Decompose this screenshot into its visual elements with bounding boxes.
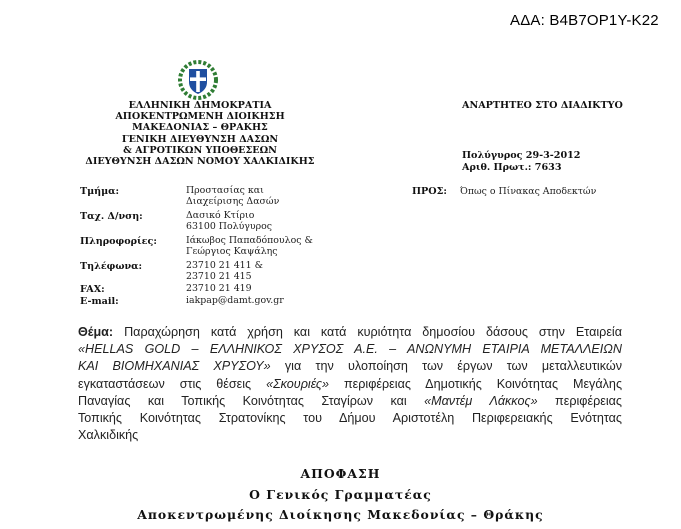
contact-persons-value: Ιάκωβος Παπαδόπουλος & Γεώργιος Καψάλης	[186, 235, 313, 257]
subject-line: Χαλκιδικής	[78, 428, 139, 443]
phone-label: Τηλέφωνα:	[80, 261, 143, 272]
email-label: E-mail:	[80, 296, 119, 307]
header-line: ΑΠΟΚΕΝΤΡΩΜΕΝΗ ΔΙΟΙΚΗΣΗ	[115, 111, 285, 123]
document-date: Πολύγυρος 29-3-2012	[462, 150, 581, 161]
greek-emblem-icon	[178, 60, 218, 100]
date-protocol	[462, 150, 580, 174]
decision-authority: Αποκεντρωμένης Διοίκησης Μακεδονίας – Θράκης	[137, 507, 544, 522]
fax-value: 23710 21 419	[186, 283, 252, 294]
issuer-header	[80, 100, 320, 167]
recipient-value: Όπως ο Πίνακας Αποδεκτών	[460, 186, 597, 197]
phone-value: 23710 21 411 & 23710 21 415	[186, 260, 263, 282]
subject-line: εγκαταστάσεων στις θέσεις «Σκουριές» περιφέρειας Δημοτικής Κοινότητας Μεγάλης	[78, 376, 623, 391]
email-value: iakpap@damt.gov.gr	[186, 295, 284, 306]
subject-label: Θέμα:	[78, 325, 114, 339]
subject-line: Θέμα: Παραχώρηση κατά χρήση και κατά κυριότητα δημοσίου δάσους στην Εταιρεία	[78, 325, 623, 339]
decision-issuer: Ο Γενικός Γραμματέας	[249, 487, 432, 502]
address-label: Ταχ. Δ/νση:	[80, 211, 143, 222]
decision-title: ΑΠΟΦΑΣΗ	[300, 466, 381, 481]
protocol-number: Αριθ. Πρωτ.: 7633	[462, 162, 562, 173]
header-line: ΜΑΚΕΔΟΝΙΑΣ – ΘΡΑΚΗΣ	[132, 122, 268, 134]
header-line: ΕΛΛΗΝΙΚΗ ΔΗΜΟΚΡΑΤΙΑ	[128, 100, 272, 111]
fax-label: FAX:	[80, 284, 105, 295]
subject-paragraph	[78, 324, 622, 444]
header-line: & ΑΓΡΟΤΙΚΩΝ ΥΠΟΘΕΣΕΩΝ	[123, 144, 277, 156]
address-value: Δασικό Κτίριο 63100 Πολύγυρος	[186, 210, 272, 232]
subject-line: Παναγίας και Τοπικής Κοινότητας Σταγίρων και «Μαντέμ Λάκκος» περιφέρειας	[78, 393, 622, 408]
header-line: ΓΕΝΙΚΗ ΔΙΕΥΘΥΝΣΗ ΔΑΣΩΝ	[121, 133, 279, 145]
department-label: Τμήμα:	[80, 186, 120, 197]
department-value: Προστασίας και Διαχείρισης Δασών	[186, 185, 280, 207]
subject-line: ΚΑΙ ΒΙΟΜΗΧΑΝΙΑΣ ΧΡΥΣΟΥ» για την υλοποίηση των έργων των μεταλλευτικών	[78, 359, 622, 374]
ada-code: ΑΔΑ: Β4Β7ΟΡ1Υ-Κ22	[510, 12, 659, 29]
subject-line: Τοπικής Κοινότητας Στρατονίκης του Δήμου Αριστοτέλη Περιφερειακής Ενότητας	[78, 411, 622, 426]
header-line: ΔΙΕΥΘΥΝΣΗ ΔΑΣΩΝ ΝΟΜΟΥ ΧΑΛΚΙΔΙΚΗΣ	[85, 156, 315, 168]
subject-line: «HELLAS GOLD – ΕΛΛΗΝΙΚΟΣ ΧΡΥΣΟΣ Α.Ε. – ΑΝΩΝΥΜΗ ΕΤΑΙΡΙΑ ΜΕΤΑΛΛΕΙΩΝ	[78, 342, 622, 357]
posted-online-note: ΑΝΑΡΤΗΤΕΟ ΣΤΟ ΔΙΑΔΙΚΤΥΟ	[462, 100, 623, 111]
contact-persons-label: Πληροφορίες:	[80, 236, 157, 247]
recipient-label: ΠΡΟΣ:	[412, 186, 447, 197]
